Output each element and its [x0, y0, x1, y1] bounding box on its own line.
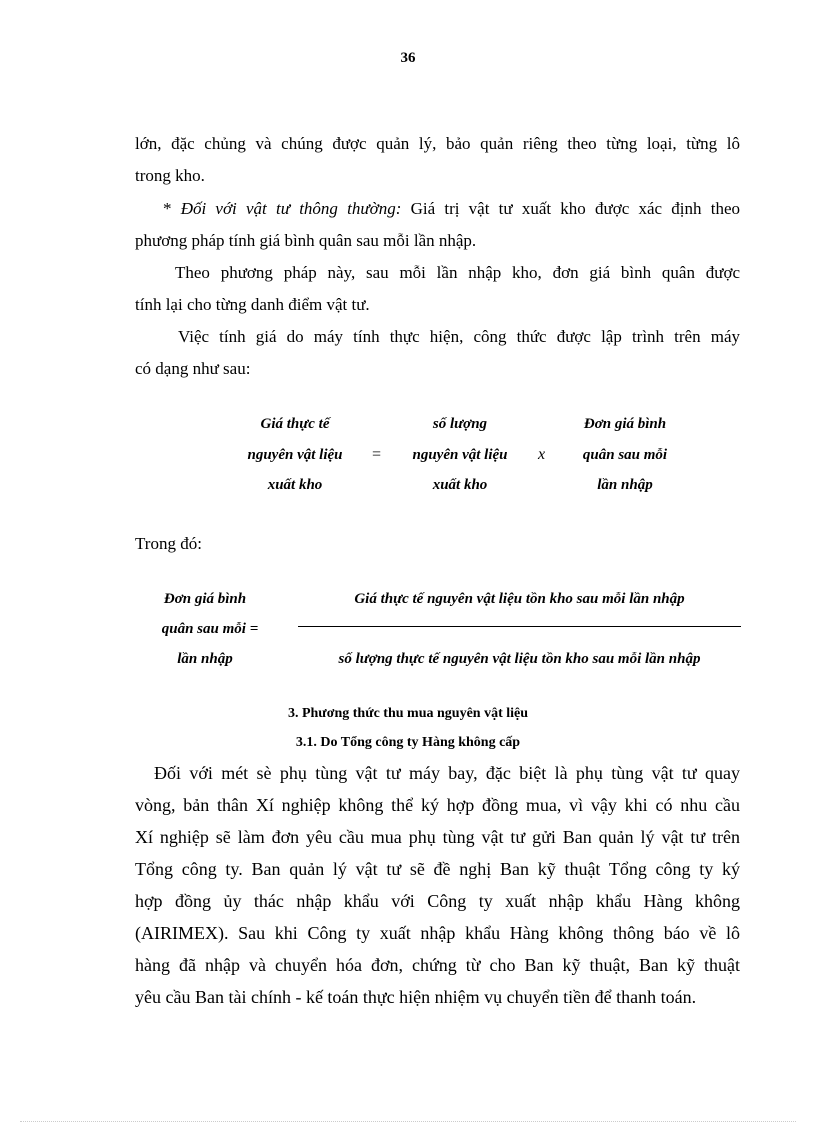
page-bottom-border [20, 1121, 796, 1122]
para5-line8: yêu cầu Ban tài chính - kế toán thực hiện nhiệm vụ chuyển tiền để thanh toán. [135, 987, 697, 1007]
para5-line5: hợp đồng ủy thác nhập khẩu với Công ty xuất nhập khẩu Hàng không [135, 891, 740, 911]
formula2-left-line3: lần nhập [177, 651, 233, 667]
formula1-col3-line3: lần nhập [597, 477, 653, 493]
para3-line1: Theo phương pháp này, sau mỗi lần nhập kho, đơn giá bình quân được [175, 263, 740, 282]
formula1-col1-line3: xuất kho [267, 477, 323, 493]
section-heading-3: 3. Phương thức thu mua nguyên vật liệu [287, 706, 529, 721]
para2-italic-lead: Đối với vật tư thông thường: [180, 199, 402, 218]
para2-line2: phương pháp tính giá bình quân sau mỗi lần nhập. [135, 231, 477, 250]
formula2-numerator: Giá thực tế nguyên vật liệu tồn kho sau mỗi lần nhập [354, 591, 685, 607]
formula1-col2-line1: số lượng [432, 416, 488, 432]
para5-line6: (AIRIMEX). Sau khi Công ty xuất nhập khẩu Hàng không thông báo về lô [135, 923, 740, 943]
para2-line1: * Đối với vật tư thông thường: Giá trị vật tư xuất kho được xác định theo [163, 199, 741, 218]
formula2-left-line2: quân sau mỗi = [161, 621, 259, 637]
para1-line2: trong kho. [135, 166, 205, 185]
para4-line2: có dạng như sau: [135, 359, 251, 378]
formula1-col2-line3: xuất kho [432, 477, 488, 493]
para3-line2: tính lại cho từng danh điểm vật tư. [135, 295, 370, 314]
para5-line3: Xí nghiệp sẽ làm đơn yêu cầu mua phụ tùng vật tư gửi Ban quản lý vật tư trên [135, 827, 740, 847]
formula1-col3-line2: quân sau mỗi [582, 447, 668, 463]
para5-line1: Đối với mét sè phụ tùng vật tư máy bay, đặc biệt là phụ tùng vật tư quay [154, 763, 740, 783]
formula1-equals: = [371, 446, 382, 463]
formula2-denominator: số lượng thực tế nguyên vật liệu tồn kho sau mỗi lần nhập [338, 651, 701, 667]
formula1-col1-line1: Giá thực tế [260, 416, 330, 432]
formula1-col1-line2: nguyên vật liệu [247, 447, 343, 463]
para5-line7: hàng đã nhập và chuyển hóa đơn, chứng từ cho Ban kỹ thuật, Ban kỹ thuật [135, 955, 740, 975]
trong-do-label: Trong đó: [135, 534, 202, 553]
page-number: 36 [400, 50, 416, 66]
para5-line2: vòng, bản thân Xí nghiệp không thể ký hợp đồng mua, vì vậy khi có nhu cầu [135, 795, 740, 815]
formula1-times: x [538, 446, 546, 463]
formula1-col3-line1: Đơn giá bình [583, 416, 667, 432]
formula1-col2-line2: nguyên vật liệu [412, 447, 508, 463]
subsection-heading-3-1: 3.1. Do Tổng công ty Hàng không cấp [295, 735, 521, 750]
para1-line1: lớn, đặc chủng và chúng được quản lý, bảo quản riêng theo từng loại, từng lô [135, 134, 740, 153]
fraction-bar [298, 626, 741, 627]
para5-line4: Tổng công ty. Ban quản lý vật tư sẽ đề nghị Ban kỹ thuật Tổng công ty ký [135, 859, 740, 879]
para4-line1: Việc tính giá do máy tính thực hiện, công thức được lập trình trên máy [178, 327, 740, 346]
formula2-left-line1: Đơn giá bình [163, 591, 247, 607]
